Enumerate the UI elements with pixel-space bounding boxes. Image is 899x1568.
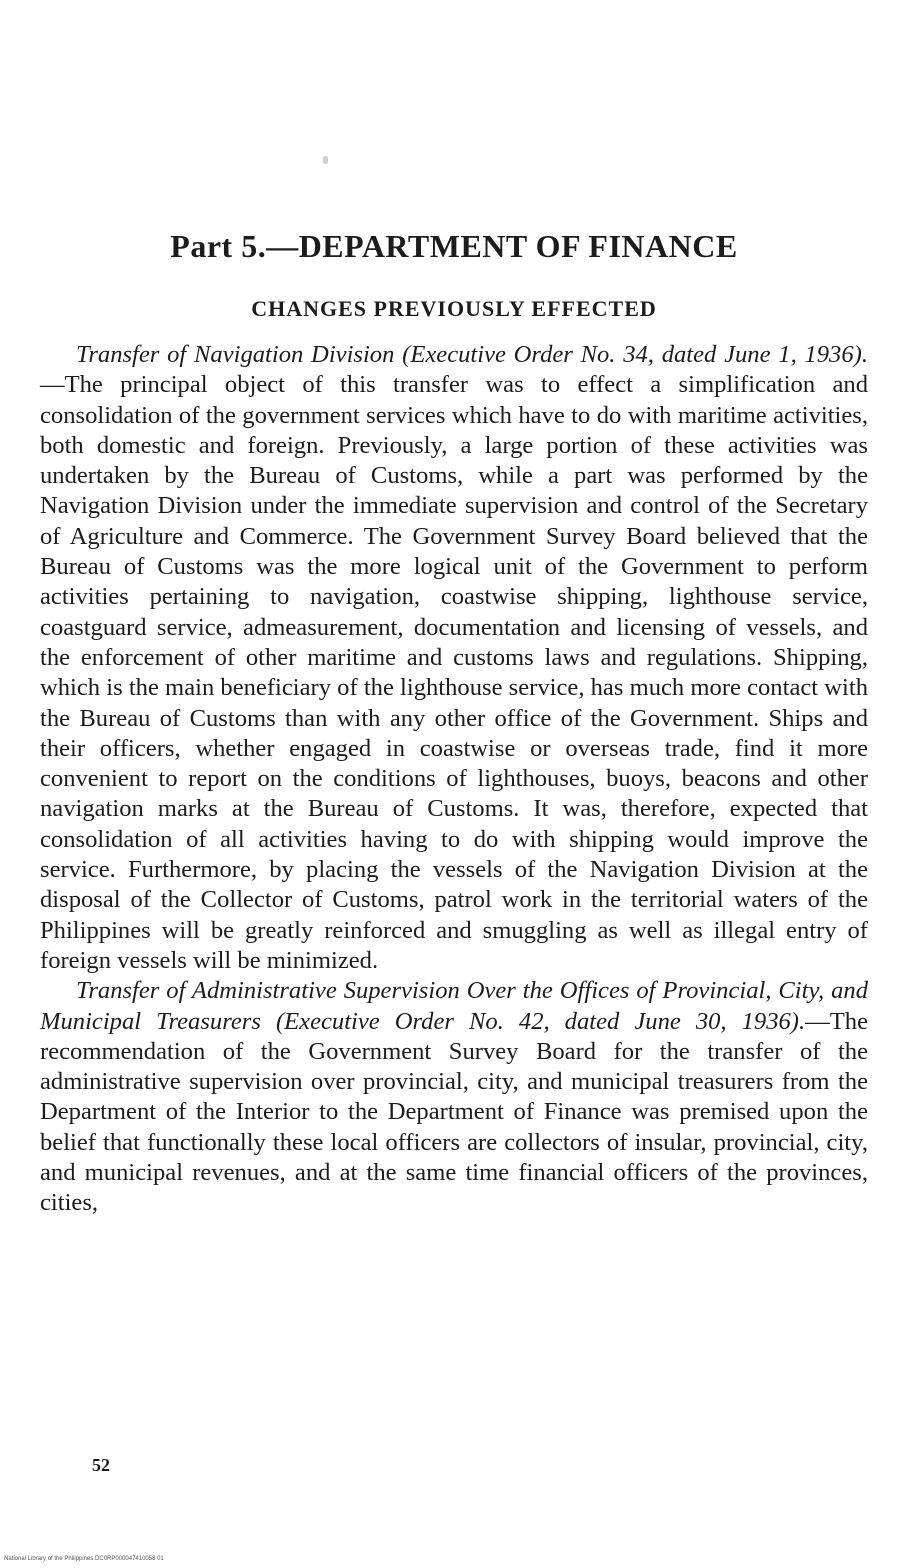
library-credit: National Library of the Philippines DC0RP000047410058 01: [4, 1556, 164, 1562]
speck-mark: [323, 156, 328, 164]
body-text: [40, 340, 868, 1219]
section-title: CHANGES PREVIOUSLY EFFECTED: [251, 296, 657, 321]
paragraph-navigation-division: [40, 340, 868, 976]
paragraph-heading: Transfer of Navigation Division (Executive Order No. 34, dated June 1, 1936).: [76, 341, 868, 368]
paragraph-text: —The recommendation of the Government Survey Board for the transfer of the administrative supervision over provincial, city, and municipal treasurers from the Department of the Interior to the Department of Finance was premised upon the belief that functionally these local officers are collectors of insular, provincial, city, and municipal revenues, and at the same time financial officers of the provinces, cities,: [40, 1007, 868, 1217]
paragraph-heading: Transfer of Administrative Supervision Over the Offices of Provincial, City, and Municipal Treasurers (Executive Order No. 42, dated June 30, 1936).: [40, 977, 868, 1035]
paragraph-treasurers-supervision: [40, 976, 868, 1218]
paragraph-text: —The principal object of this transfer was to effect a simplification and consolidation of the government services which have to do with maritime activities, both domestic and foreign. Previously, a large portion of these activities was undertaken by the Bureau of Customs, while a part was performed by the Navigation Division under the immediate supervision and control of the Secretary of Agriculture and Commerce. The Government Survey Board believed that the Bureau of Customs was the more logical unit of the Government to perform activities pertaining to navigation, coastwise shipping, lighthouse service, coastguard service, admeasurement, documentation and licensing of vessels, and the enforcement of other maritime and customs laws and regulations. Shipping, which is the main beneficiary of the lighthouse service, has much more contact with the Bureau of Customs than with any other office of the Government. Ships and their officers, whether engaged in coastwise or overseas trade, find it more convenient to report on the conditions of lighthouses, buoys, beacons and other navigation marks at the Bureau of Customs. It was, therefore, expected that consolidation of all activities having to do with shipping would improve the service. Furthermore, by placing the vessels of the Navigation Division at the disposal of the Collector of Customs, patrol work in the territorial waters of the Philippines will be greatly reinforced and smuggling as well as illegal entry of foreign vessels will be minimized.: [40, 371, 868, 974]
page-number: 52: [92, 1455, 110, 1475]
part-title: Part 5.—DEPARTMENT OF FINANCE: [170, 228, 738, 264]
document-page: [40, 0, 868, 1568]
